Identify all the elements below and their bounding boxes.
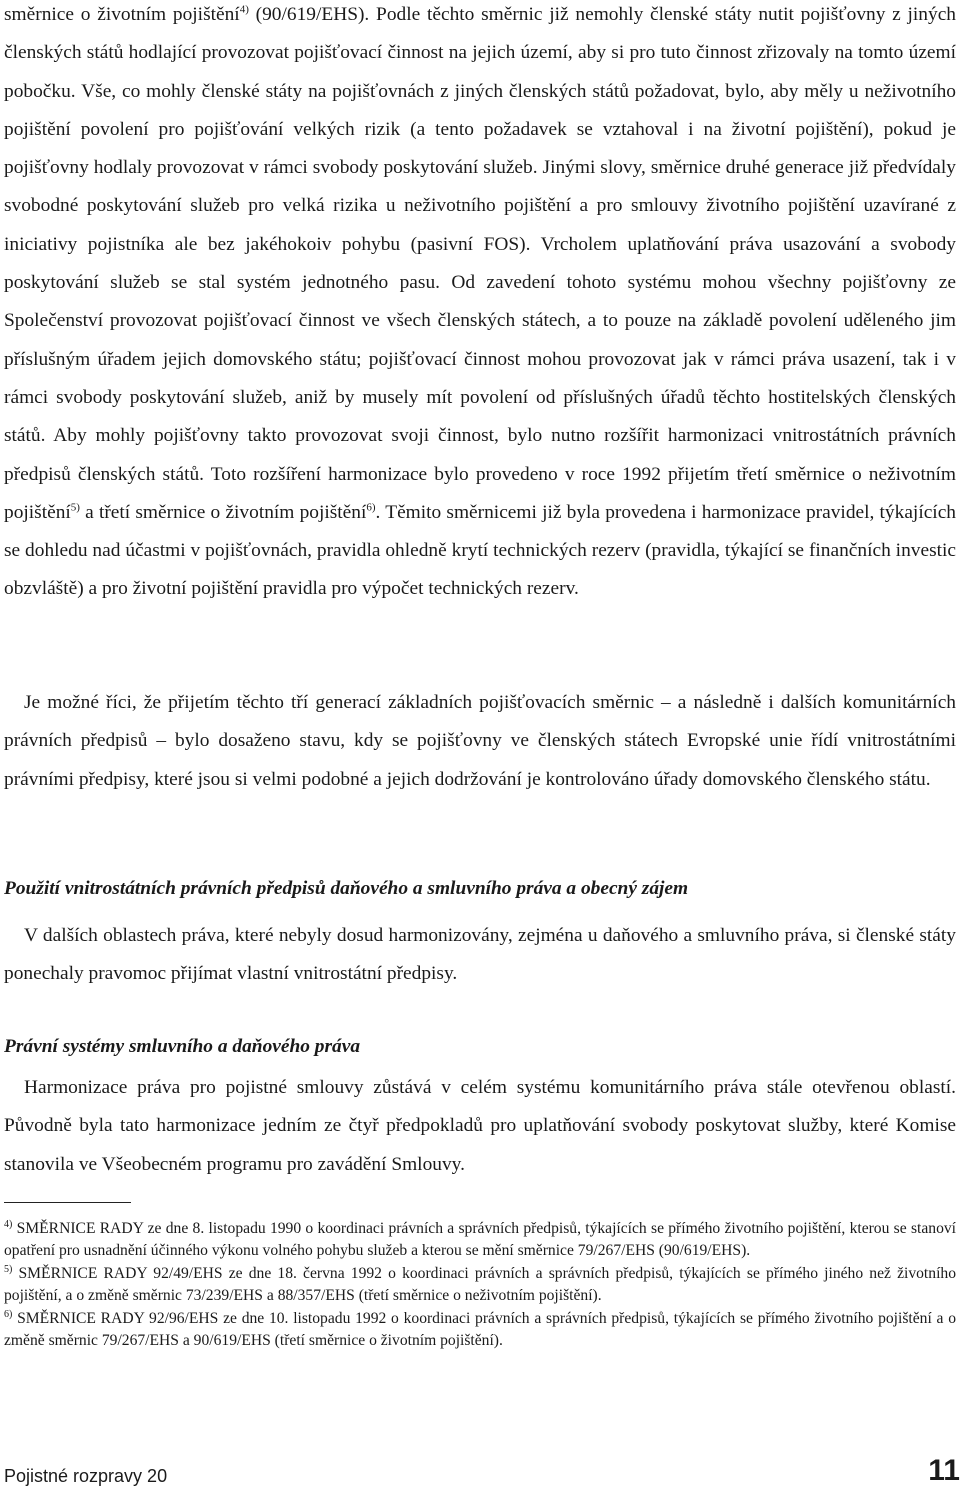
section-heading: Použití vnitrostátních právních předpisů daňového a smluvního práva a obecný zájem (4, 878, 689, 899)
page-number: 11 (928, 1454, 960, 1487)
paragraph-1-text-a: směrnice o životním pojištění (4, 4, 240, 25)
footnote-ref-4[interactable]: 4) (239, 3, 249, 16)
footnote-4 (4, 1218, 956, 1263)
paragraph-1-text-b: (90/619/EHS). Podle těchto směrnic již nemohly členské státy nutit pojišťovny z jiných členských států hodlající provozovat pojišťovací činnost na jejich území, aby si pro tuto činnost zřizovaly na tomto území pobočku. Vše, co mohly členské státy na pojišťovnách z jiných členských států požadovat, bylo, aby měly u neživotního pojištění povolení pro pojišťování velkých rizik (a tento požadavek se vztahoval i na životní pojištění), pokud je pojišťovny hodlaly provozovat v rámci svobody poskytování služeb. Jinými slovy, směrnice druhé generace již předvídaly svobodné poskytování služeb pro velká rizika u neživotního pojištění a pro smlouvy životního pojištění uzavírané z iniciativy pojistníka ale bez jakéhokoiv pohybu (pasivní FOS). Vrcholem uplatňování práva usazování a svobody poskytování služeb se stal systém jednotného pasu. Od zavedení tohoto systému mohou všechny pojišťovny ze Společenství provozovat pojišťovací činnost ve všech členských státech, a to pouze na základě povolení uděleného jim příslušným úřadem jejich domovského státu; pojišťovací činnost mohou provozovat jak v rámci práva usazení, tak i v rámci svobody poskytování služeb, aniž by musely mít povolení od příslušných úřadů těchto hostitelských členských států. Aby mohly pojišťovny takto provozovat svoji činnost, bylo nutno rozšířit harmonizaci vnitrostátních právních předpisů členských států. Toto rozšíření harmonizace bylo provedeno v roce 1992 přijetím třetí směrnice o neživotním pojištění (4, 4, 957, 523)
footnote-6 (4, 1308, 956, 1353)
footnote-text: SMĚRNICE RADY 92/96/EHS ze dne 10. listopadu 1992 o koordinaci právních a správních předpisů, týkajících se přímého životního pojištění a o změně směrnic 79/267/EHS a 90/619/EHS (třetí směrnice o životním pojištění). (4, 1309, 956, 1350)
footnote-mark: 4) (4, 1218, 13, 1230)
paragraph-1-text-d: . Těmito směrnicemi již byla provedena i harmonizace pravidel, týkajících se dohledu nad účastmi v pojišťovnách, pravidla ohledně krytí technických rezerv (pravidla, týkající se finančních investic obzvláště) a pro životní pojištění pravidla pro výpočet technických rezerv. (4, 501, 956, 600)
paragraph-3: V dalších oblastech práva, které nebyly dosud harmonizovány, zejména u daňového a smluvního práva, si členské státy ponechaly pravomoc přijímat vlastní vnitrostátní předpisy. (4, 925, 956, 985)
footnote-divider (4, 1202, 131, 1203)
footnote-5 (4, 1263, 956, 1308)
footnote-text: SMĚRNICE RADY 92/49/EHS ze dne 18. června 1992 o koordinaci právních a správních předpisů, týkajících se přímého jiného než životního pojištění, a o změně směrnic 73/239/EHS a 88/357/EHS (třetí směrnice o neživotním pojištění). (4, 1264, 956, 1305)
footnote-text: SMĚRNICE RADY ze dne 8. listopadu 1990 o koordinaci právních a správních předpisů, týkajících se přímého životního pojištění, kterou se stanoví opatření pro usnadnění účinného výkonu volného pohybu služeb a kterou se mění směrnice 79/267/EHS (90/619/EHS). (4, 1220, 956, 1260)
footnote-ref-6[interactable]: 6) (366, 501, 376, 514)
footnote-mark: 5) (4, 1263, 13, 1275)
paragraph-1 (4, 0, 956, 609)
footnotes (4, 1218, 956, 1352)
footnote-mark: 6) (4, 1308, 13, 1320)
subsection-heading: Právní systémy smluvního a daňového práva (4, 1036, 361, 1057)
paragraph-4: Harmonizace práva pro pojistné smlouvy zůstává v celém systému komunitárního práva stále otevřenou oblastí. Původně byla tato harmonizace jedním ze čtyř předpokladů pro uplatňování svobody poskytovat služby, které Komise stanovila ve Všeobecném programu pro zavádění Smlouvy. (4, 1077, 956, 1175)
journal-name: Pojistné rozpravy 20 (4, 1466, 168, 1486)
footnote-ref-5[interactable]: 5) (70, 501, 80, 514)
paragraph-1-text-c: a třetí směrnice o životním pojištění (79, 501, 367, 523)
paragraph-2: Je možné říci, že přijetím těchto tří generací základních pojišťovacích směrnic – a následně i dalších komunitárních právních předpisů – bylo dosaženo stavu, kdy se pojišťovny ve členských státech Evropské unie řídí vnitrostátními právními předpisy, které jsou si velmi podobné a jejich dodržování je kontrolováno úřady domovského členského státu. (4, 692, 956, 790)
